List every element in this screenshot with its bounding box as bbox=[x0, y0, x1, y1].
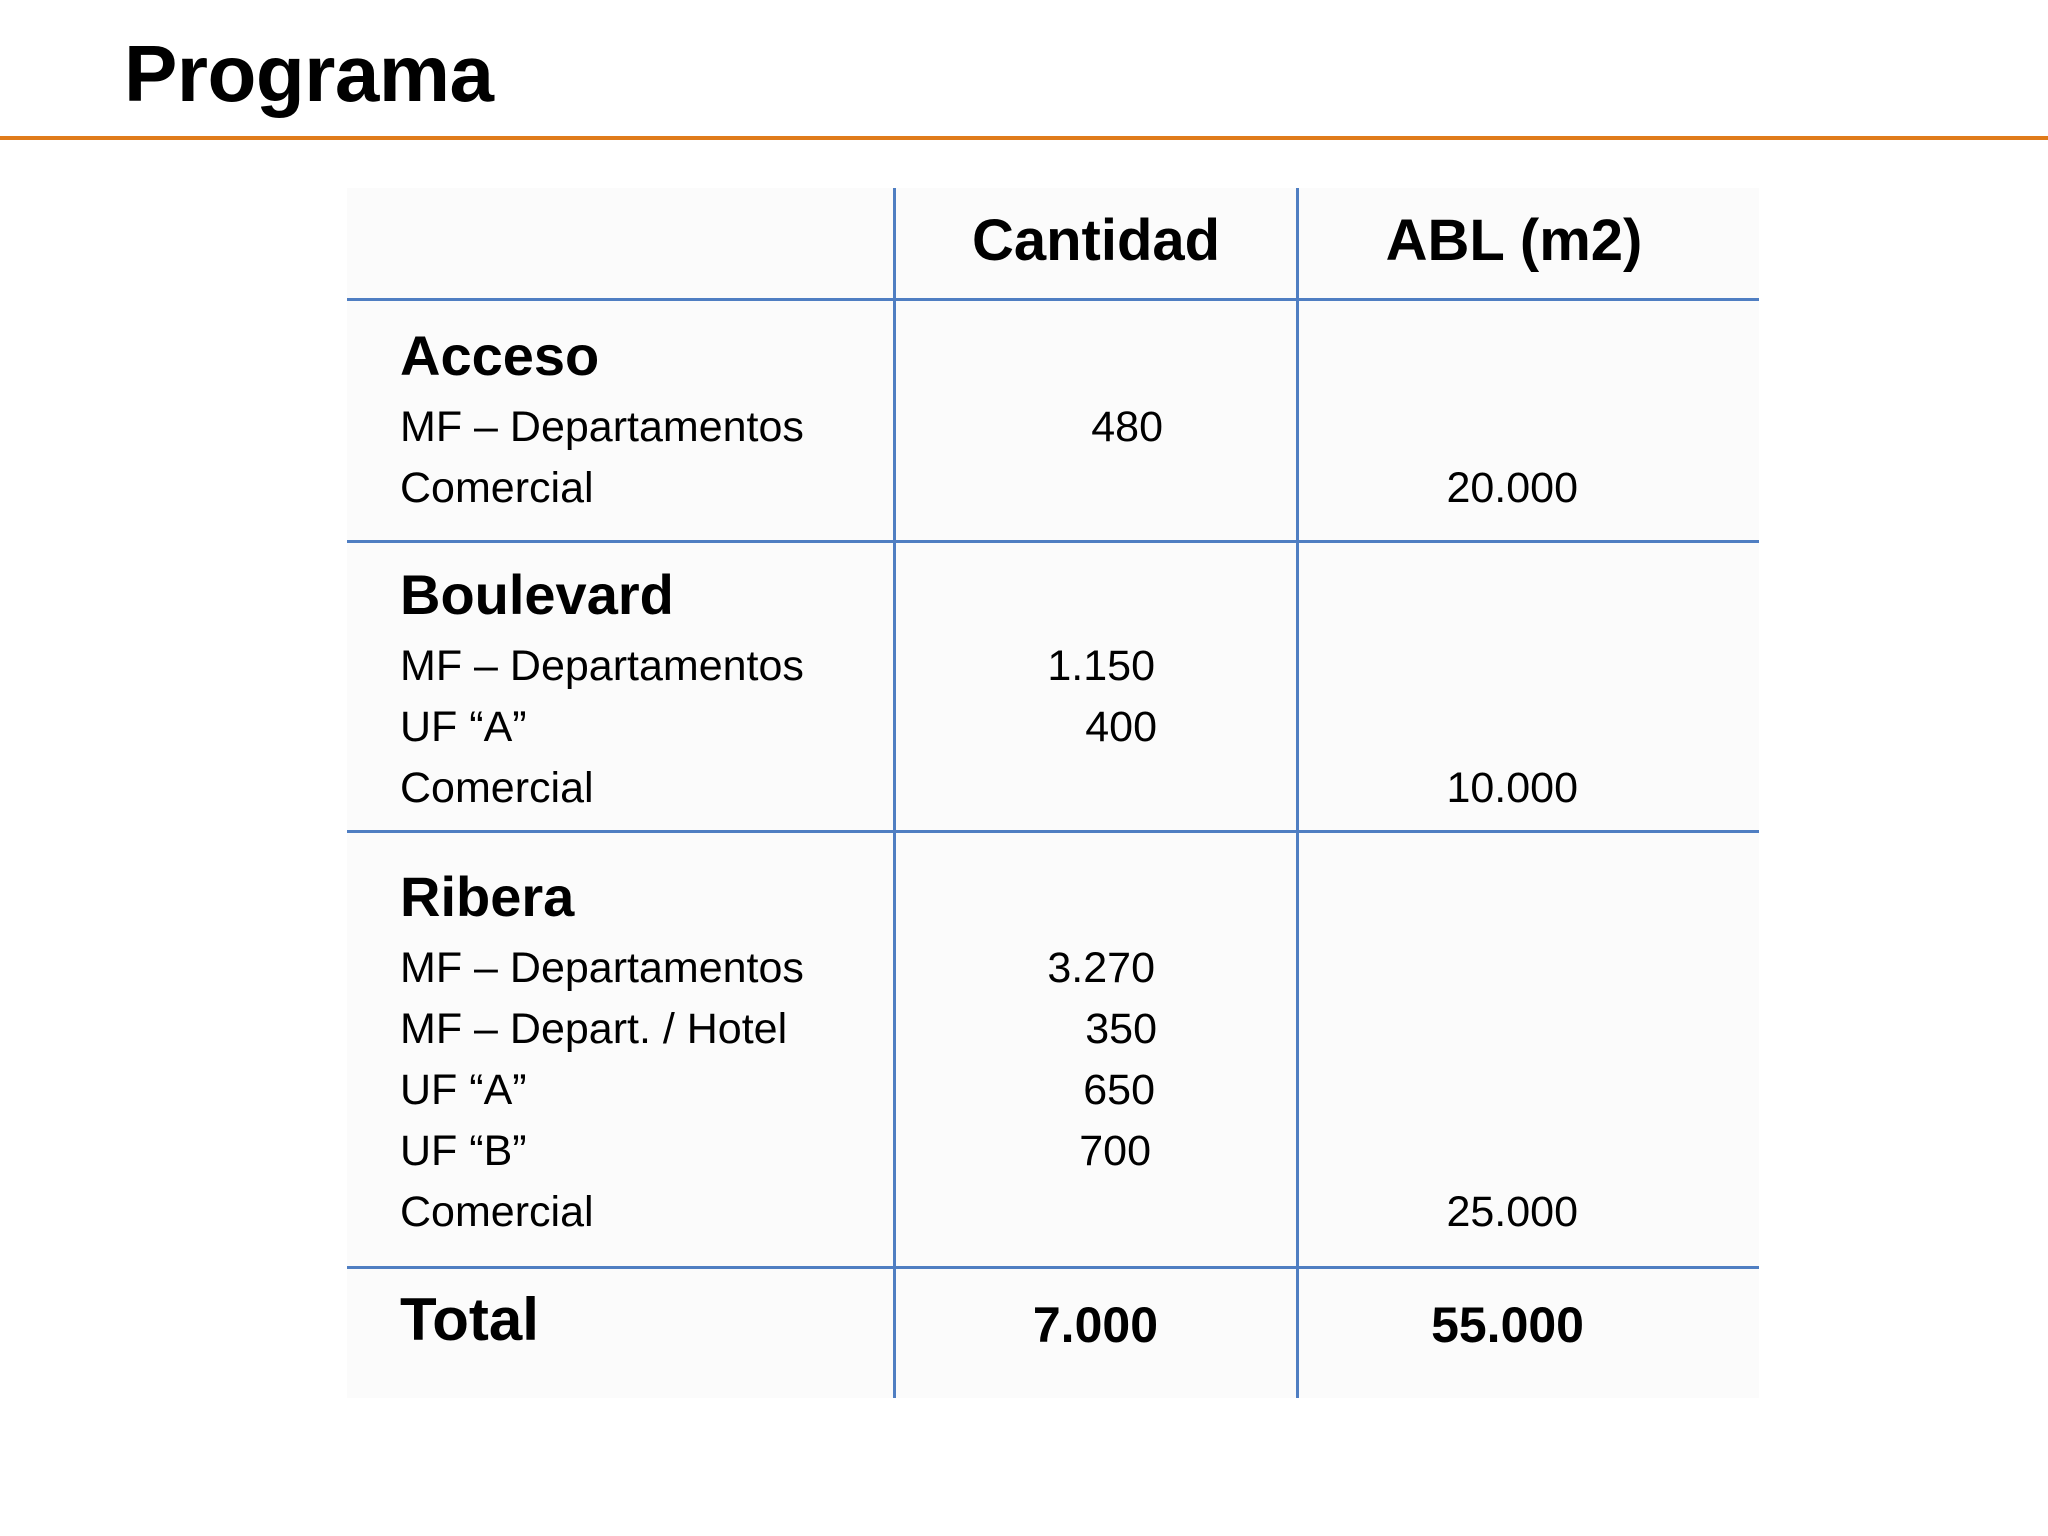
section-title-boulevard: Boulevard bbox=[400, 563, 674, 626]
section-title-acceso: Acceso bbox=[400, 324, 600, 387]
title-divider bbox=[0, 136, 2048, 140]
row-label: UF “B” bbox=[400, 1127, 527, 1175]
row-abl: 20.000 bbox=[1446, 464, 1578, 512]
column-divider-cantidad bbox=[893, 188, 896, 1398]
row-cantidad: 700 bbox=[1079, 1127, 1151, 1175]
total-abl: 55.000 bbox=[1431, 1297, 1584, 1353]
row-label: MF – Departamentos bbox=[400, 944, 804, 992]
row-cantidad: 400 bbox=[1085, 703, 1157, 751]
page-title: Programa bbox=[124, 29, 494, 118]
row-label: Comercial bbox=[400, 464, 594, 512]
row-cantidad: 3.270 bbox=[1047, 944, 1155, 992]
row-abl: 10.000 bbox=[1446, 764, 1578, 812]
row-cantidad: 1.150 bbox=[1047, 642, 1155, 690]
row-cantidad: 650 bbox=[1083, 1066, 1155, 1114]
row-label: MF – Departamentos bbox=[400, 403, 804, 451]
total-cantidad: 7.000 bbox=[1032, 1297, 1158, 1353]
row-cantidad: 480 bbox=[1091, 403, 1163, 451]
row-label: MF – Departamentos bbox=[400, 642, 804, 690]
row-label: UF “A” bbox=[400, 703, 527, 751]
header-abl: ABL (m2) bbox=[1385, 208, 1643, 273]
section-divider-boulevard bbox=[347, 830, 1759, 833]
row-label: MF – Depart. / Hotel bbox=[400, 1005, 788, 1053]
header-divider bbox=[347, 298, 1759, 301]
total-label: Total bbox=[400, 1286, 539, 1353]
section-divider-acceso bbox=[347, 540, 1759, 543]
row-abl: 25.000 bbox=[1446, 1188, 1578, 1236]
row-cantidad: 350 bbox=[1085, 1005, 1157, 1053]
header-cantidad: Cantidad bbox=[971, 208, 1221, 273]
row-label: Comercial bbox=[400, 764, 594, 812]
row-label: Comercial bbox=[400, 1188, 594, 1236]
row-label: UF “A” bbox=[400, 1066, 527, 1114]
section-divider-ribera bbox=[347, 1266, 1759, 1269]
section-title-ribera: Ribera bbox=[400, 865, 575, 928]
